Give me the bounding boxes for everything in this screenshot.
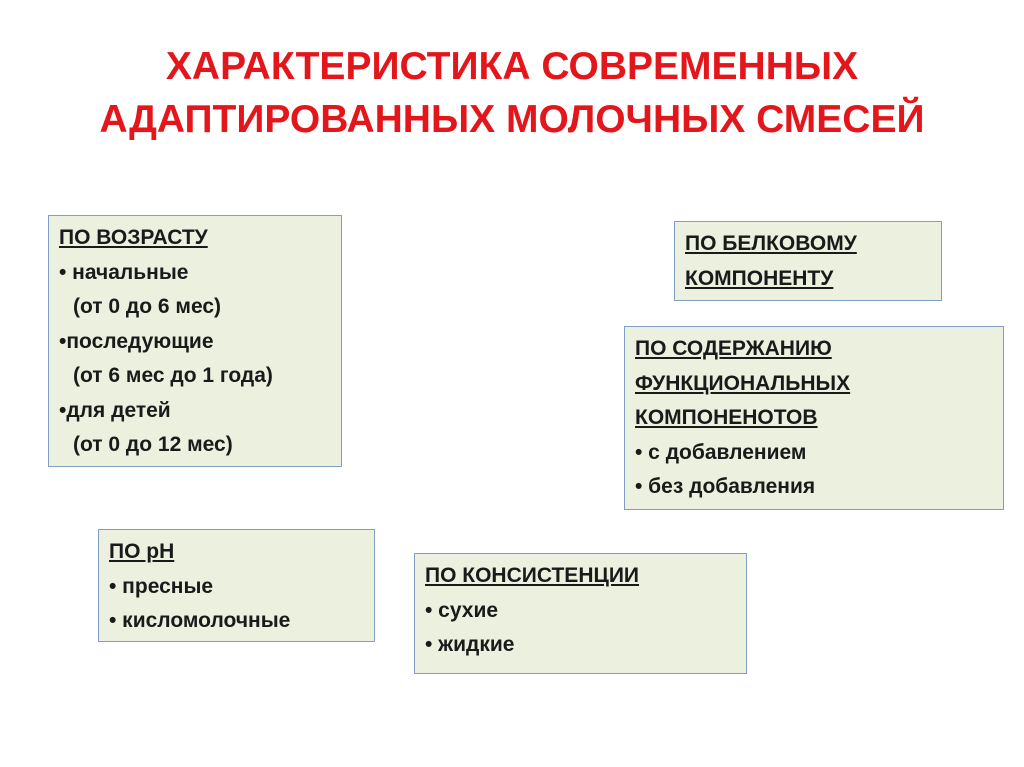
ph-item-fermented: • кисломолочные: [109, 609, 291, 632]
protein-category-heading-line-1: ПО БЕЛКОВОМУ: [685, 232, 857, 255]
age-item-follow-up-note: (от 6 мес до 1 года): [73, 364, 273, 387]
slide-title-line-2: АДАПТИРОВАННЫХ МОЛОЧНЫХ СМЕСЕЙ: [99, 98, 925, 141]
age-item-children: •для детей: [59, 398, 171, 422]
ph-category-box: [98, 529, 375, 642]
protein-category-box: [674, 221, 942, 301]
age-item-children-note: (от 0 до 12 мес): [73, 433, 233, 456]
functional-item-without-additives: • без добавления: [635, 475, 816, 498]
slide-title: [0, 40, 1024, 146]
ph-item-fresh: • пресные: [109, 574, 214, 598]
ph-category-heading: ПО рН: [109, 540, 175, 563]
age-item-follow-up: •последующие: [59, 329, 214, 353]
functional-category-heading-line-1: ПО СОДЕРЖАНИЮ: [635, 337, 832, 360]
protein-category-heading-line-2: КОМПОНЕНТУ: [685, 266, 834, 290]
age-item-initial: • начальные: [59, 260, 189, 284]
consistency-item-liquid: • жидкие: [425, 633, 515, 656]
functional-category-heading-line-3: КОМПОНЕНОТОВ: [635, 406, 818, 429]
consistency-item-dry: • сухие: [425, 598, 499, 622]
functional-category-box: [624, 326, 1004, 510]
age-item-initial-note: (от 0 до 6 мес): [73, 295, 222, 318]
functional-item-with-additives: • с добавлением: [635, 440, 807, 464]
slide-title-line-1: ХАРАКТЕРИСТИКА СОВРЕМЕННЫХ: [165, 45, 859, 88]
consistency-category-box: [414, 553, 747, 674]
age-category-heading: ПО ВОЗРАСТУ: [59, 226, 208, 249]
age-category-box: [48, 215, 342, 467]
consistency-category-heading: ПО КОНСИСТЕНЦИИ: [425, 564, 640, 587]
functional-category-heading-line-2: ФУНКЦИОНАЛЬНЫХ: [635, 371, 851, 395]
